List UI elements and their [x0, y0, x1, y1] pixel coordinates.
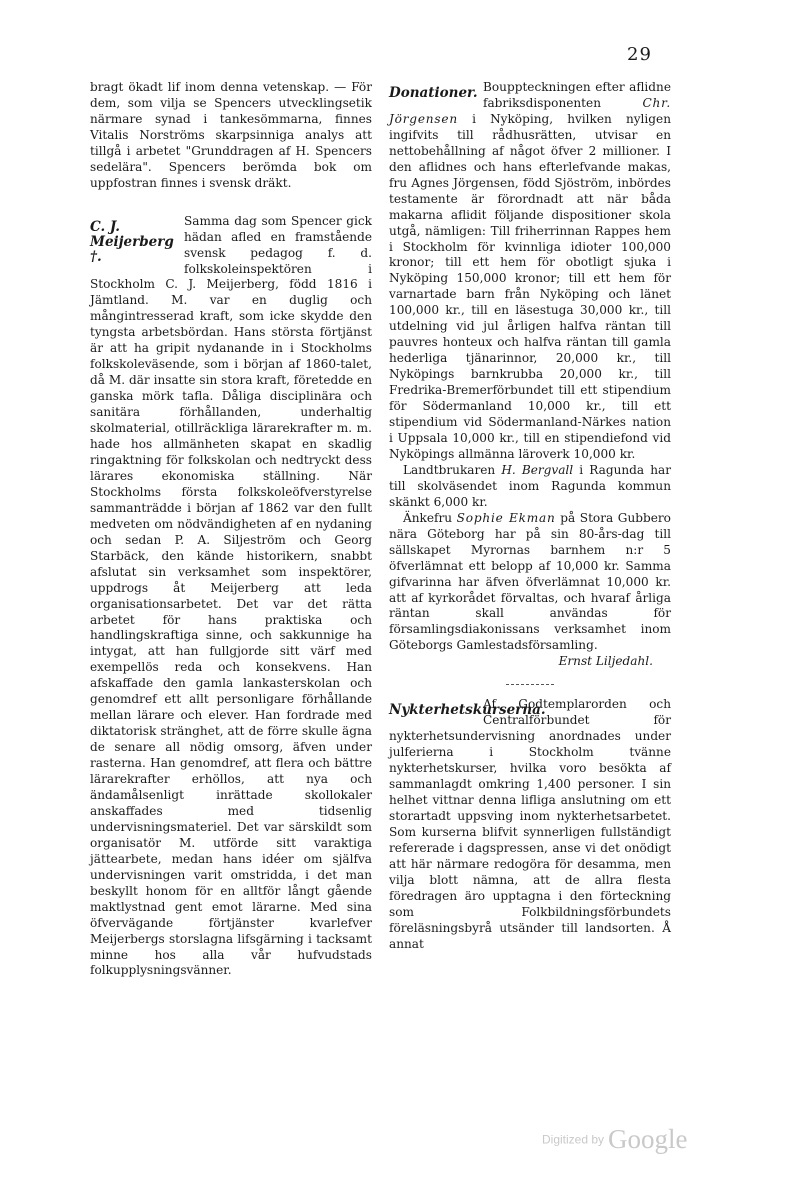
donor-name-ekman: Sophie Ekman: [456, 510, 556, 525]
donation-p1-rest: i Nyköping, hvilken nyligen ingifvits till rådhusrätten, utvisar en nettobehållning af något öfver 2 millioner. I den aflidnes och hans efterlefvande makas, fru Agnes Jörgensen, född Sjöström, inbördes testamente är förordnadt att när båda makarna aflidit följande dispositioner skola utgå, nämligen: Till friherrinnan Rappes hem i Stockholm för kvinnliga idioter 100,000 kronor; till ett hem för obotligt sjuka i Nyköping 150,000 kronor; till ett hem för varnartade barn från Nyköping och länet 100,000 kr., till en läsestuga 30,000 kr., till utdelning vid jul årligen halfva räntan till pauvres honteux och halfva räntan till gamla hederliga tjänarinnor, 20,000 kr., till Nyköpings barnkrubba 20,000 kr., till Fredrika-Bremerförbundet till ett stipendium för Södermanland 10,000 kr., till ett stipendium vid Södermanland-Närkes nation i Uppsala 10,000 kr., till en stipendiefond vid Nyköpings allmänna läroverk 10,000 kr.: [389, 111, 671, 461]
donation-p3-rest: på Stora Gubbero nära Göteborg har på sin 80-års-dag till sällskapet Myrornas barnhem n:r 5 öfverlämnat ett belopp af 10,000 kr. Samma gifvarinna har äfven öfverlämnat 10,000 kr. att af kyrkorådet förvaltas, och hvaraf årliga räntan skall användas för församlingsdiakonissans verksamhet inom Göteborgs Gamlestadsförsamling.: [389, 510, 671, 653]
course-text: Af Godtemplarorden och Centralförbundet för nykterhetsundervisning anordnades under julferierna i Stockholm tvänne nykterhetskurser, hvilka voro besökta af sammanlagdt omkring 1,400 personer. I sin helhet vittnar denna lifliga anslutning om ett storartadt uppsving inom nykterhetsarbetet. Som kurserna blifvit synnerligen fullständigt refererade i dagspressen, anse vi det onödigt att här närmare redogöra för desamma, men vilja blott nämna, att de allra flesta föredragen äro upptagna i den förteckning som Folkbildningsförbundets föreläsningsbyrå utsänder till landsorten. Å annat: [389, 697, 671, 951]
donation-p2-rest: i Ragunda har till skolväsendet inom Ragunda kommun skänkt 6,000 kr.: [389, 462, 671, 509]
course-heading: Nykterhetskurserna.: [389, 702, 546, 719]
donation-p1-start: Bouppteckningen efter aflidne fabriksdisponenten: [483, 80, 671, 110]
donation-paragraph-1: [389, 80, 671, 463]
section-divider: [506, 684, 554, 685]
signature: Ernst Liljedahl.: [558, 654, 653, 669]
google-logo: Google: [608, 1124, 688, 1154]
page-number: 29: [627, 44, 652, 65]
intro-paragraph: bragt ökadt lif inom denna vetenskap. — För dem, som vilja se Spencers utvecklingsetik närmare synad i tankesömmarna, finnes Vitalis Norströms skarpsinniga analys att tillgå i arbetet "Grunddragen af H. Spencers sedelära". Spencers berömda bok om uppfostran finnes i svensk dräkt.: [90, 80, 372, 190]
section-gap: [90, 192, 372, 214]
meijerberg-heading: C. J. Meijerberg †.: [90, 218, 174, 265]
left-column: [90, 80, 372, 979]
donation-paragraph-3: [389, 511, 671, 655]
donation-paragraph-2: [389, 463, 671, 511]
digitized-watermark: [542, 1124, 688, 1155]
donation-heading: Donationer.: [389, 85, 478, 101]
donation-p2-start: Landtbrukaren: [403, 462, 496, 477]
donation-p3-start: Änkefru: [403, 510, 453, 525]
donor-name-jorgensen: Chr. Jörgensen: [389, 95, 671, 126]
right-column: [389, 80, 671, 953]
donor-name-bergvall: H. Bergvall: [501, 462, 574, 477]
digitized-prefix: Digitized by: [542, 1132, 605, 1147]
meijerberg-text: Samma dag som Spencer gick hädan afled en framstående svensk pedagog f. d. folkskoleinspektören i Stockholm C. J. Meijerberg, född 1816 i Jämtland. M. var en duglig och mångintresserad kraft, som icke skydde den tyngsta arbetsbördan. Hans största förtjänst är att ha gripit nydanande in i Stockholms folkskoleväsende, som i början af 1860-talet, då M. där insatte sin stora kraft, företedde en ganska mörk tafla. Dåliga disciplinära och sanitära förhållanden, underhaltig skolmaterial, otillräckliga lärarekrafter m. m. hade hos allmänheten skapat en skadlig ringaktning för folkskolan och nedtryckt dess lärares ekonomiska ställning. När Stockholms första folkskoleöfverstyrelse sammanträdde i början af 1862 var den fullt medveten om nödvändigheten af en nydaning och sedan P. A. Siljeström och Georg Starbäck, den kände historikern, snabbt afslutat sin verksamhet som inspektörer, uppdrogs åt Meijerberg att leda organisationsarbetet. Det var det rätta arbetet för hans praktiska och handlingskraftiga sinne, och sakkunnige ha intygat, att han fullgjorde sitt värf med exempellös reda och konsekvens. Han afskaffade den gamla lankasterskolan och genomdref ett allt personligare förhållande mellan lärare och elever. Han fordrade med diktatorisk stränghet, att de förre skulle ägna de senare all nödig omsorg, äfven under rasterna. Han genomdref, att flera och bättre lärarekrafter erhöllos, att nya och ändamålsenligt inrättade skollokaler anskaffades med tidsenlig undervisningsmateriel. Det var särskildt som organisatör M. utförde sitt varaktiga jättearbete, medan hans idéer om själfva undervisningen varit omstridda, i det man beskyllt honom för en alltför långt gående maktlystnad gent emot lärarne. Med sina öfvervägande förtjänster kvarlefver Meijerbergs storslagna lifsgärning i tacksamt minne hos alla vår hufvudstads folkupplysningsvänner.: [90, 213, 372, 978]
